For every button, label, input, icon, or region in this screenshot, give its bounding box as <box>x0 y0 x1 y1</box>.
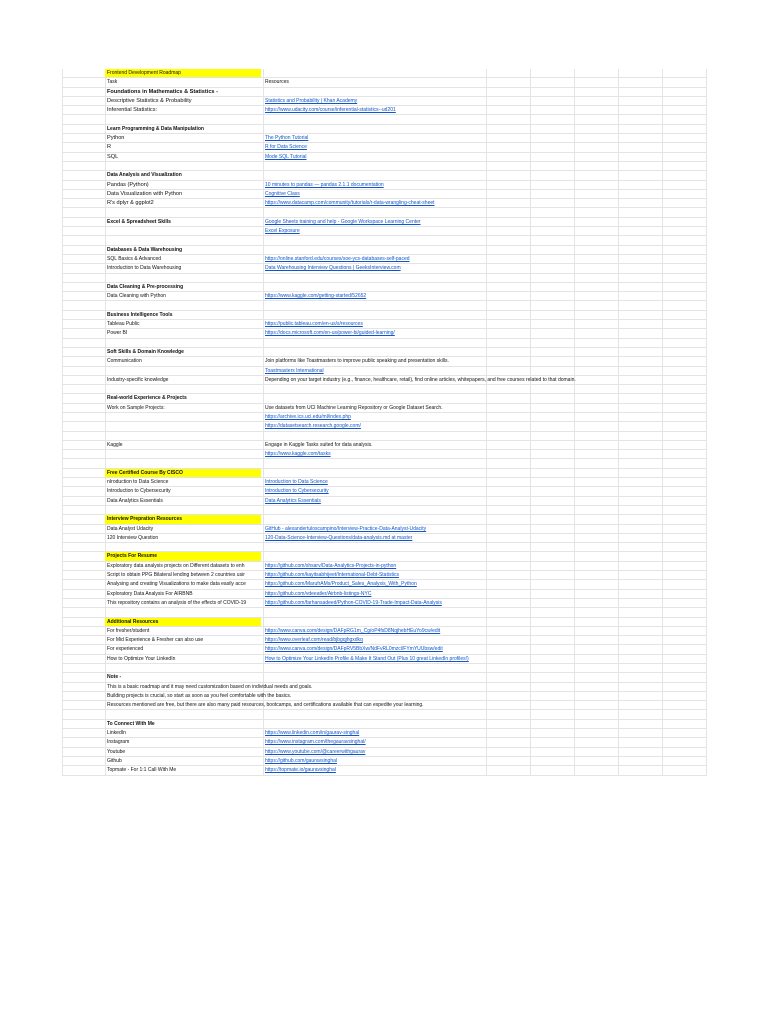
sheet-row <box>62 655 706 664</box>
task-cell <box>105 162 265 170</box>
spreadsheet-grid <box>62 69 706 776</box>
resource-link[interactable]: https://datasetsearch.research.google.com/ <box>265 423 361 430</box>
sheet-row <box>62 590 706 599</box>
resource-text: Join platforms like Toastmasters to improve public speaking and presentation skills. <box>265 358 449 365</box>
resource-link[interactable]: https://github.com/gauravsinghal <box>265 757 337 764</box>
resource-link[interactable]: Google Sheets training and help - Google Workspace Learning Center <box>265 218 421 225</box>
resource-link[interactable]: https://topmate.io/gauravsinghal <box>265 767 336 774</box>
resource-link[interactable]: https://github.com/MarufrAMs/Product_Sales_Analysis_With_Python <box>265 581 417 588</box>
task-cell: Soft Skills & Domain Knowledge <box>107 348 184 355</box>
resource-cell <box>263 655 469 663</box>
sheet-row <box>62 190 706 199</box>
sheet-row <box>62 478 706 487</box>
task-cell: Exploratory data analysis projects on Different datasets to enh <box>107 562 245 569</box>
resource-link[interactable]: Introduction to Cybersecurity <box>265 488 329 495</box>
task-cell: Real-world Experience & Projects <box>107 395 187 402</box>
task-cell: Power BI <box>107 330 128 337</box>
sheet-row <box>62 246 706 255</box>
sheet-row <box>62 78 706 87</box>
task-cell <box>105 506 265 514</box>
sheet-row <box>62 664 706 673</box>
resource-cell <box>263 627 440 635</box>
task-cell: Business Intelligence Tools <box>107 311 173 318</box>
sheet-row <box>62 506 706 515</box>
resource-text: Use datasets from UCI Machine Learning Repository or Google Dataset Search. <box>265 404 443 411</box>
sheet-row <box>62 376 706 385</box>
task-cell: Resources mentioned are free, but there are also many paid resources, bootcamps, and certifications available that can expedite your learning. <box>107 702 424 709</box>
sheet-row <box>62 720 706 729</box>
task-cell: Data Analytics Essentials <box>107 497 163 504</box>
resource-text: Resources <box>265 79 289 86</box>
task-cell: How to Optimize Your LinkedIn <box>107 655 176 662</box>
resource-cell <box>263 78 289 86</box>
task-cell: Data Analysis and Visualization <box>107 172 182 179</box>
task-cell <box>105 422 265 430</box>
sheet-row <box>62 618 706 627</box>
sheet-row <box>62 636 706 645</box>
resource-cell <box>263 441 372 449</box>
task-cell: Youtube <box>107 748 126 755</box>
resource-cell <box>263 199 435 207</box>
task-cell: Task <box>107 79 118 86</box>
task-cell: Github <box>107 757 122 764</box>
resource-link[interactable]: Statistics and Probability | Khan Academy <box>265 97 358 104</box>
task-cell: Additional Resources <box>105 618 261 626</box>
task-cell <box>105 432 265 440</box>
sheet-row <box>62 515 706 524</box>
column-divider <box>706 69 707 776</box>
task-cell: SQL Basics & Advanced <box>107 255 162 262</box>
resource-cell <box>263 562 396 570</box>
task-cell: Building projects is crucial, so start as soon as you feel comfortable with the basics. <box>107 692 292 699</box>
resource-text: Engage in Kaggle Tasks suited for data analysis. <box>265 441 373 448</box>
resource-link[interactable]: R for Data Science <box>265 144 307 151</box>
resource-cell <box>263 292 366 300</box>
task-cell: Interview Prepration Resources <box>105 515 261 523</box>
resource-link[interactable]: Mode SQL Tutorial <box>265 153 307 160</box>
sheet-row <box>62 320 706 329</box>
sheet-row <box>62 339 706 348</box>
sheet-row <box>62 301 706 310</box>
resource-link[interactable]: https://github.com/vdeeatler/Airbnb-listings-NYC <box>265 590 372 597</box>
sheet-row <box>62 367 706 376</box>
task-cell: Communication <box>107 358 142 365</box>
resource-link[interactable]: https://www.overleaf.com/read/bjbgqjhgxdkq <box>265 637 363 644</box>
resource-cell <box>263 255 410 263</box>
resource-link[interactable]: https://public.tableau.com/en-us/s/resources <box>265 321 363 328</box>
sheet-row <box>62 218 706 227</box>
task-cell <box>105 413 265 421</box>
sheet-row <box>62 738 706 747</box>
resource-cell <box>263 329 395 337</box>
sheet-row <box>62 97 706 106</box>
resource-link[interactable]: https://www.kaggle.com/getting-started/52652 <box>265 293 367 300</box>
sheet-row <box>62 292 706 301</box>
sheet-row <box>62 153 706 162</box>
sheet-row <box>62 748 706 757</box>
sheet-row <box>62 422 706 431</box>
task-cell: Exploratory Data Analysis For AIRBNB <box>107 590 193 597</box>
task-cell: Topmate - For 1:1 Call With Me <box>107 767 177 774</box>
resource-cell <box>263 264 401 272</box>
sheet-row <box>62 701 706 710</box>
task-cell <box>105 227 265 235</box>
resource-cell <box>263 738 366 746</box>
resource-cell <box>263 571 399 579</box>
task-cell: Data Visualization with Python <box>107 190 183 197</box>
resource-link[interactable]: Toastmasters International <box>265 367 324 374</box>
task-cell: This is a basic roadmap and it may need customization based on individual needs and goals. <box>107 683 313 690</box>
task-cell: Script to obtain PPG Bilateral lending between 2 countries usir <box>107 572 245 579</box>
resource-link[interactable]: https://www.linkedin.com/in/gaurav-singhal <box>265 730 360 737</box>
sheet-row <box>62 115 706 124</box>
resource-cell <box>263 645 443 653</box>
resource-cell <box>263 367 324 375</box>
task-cell: Free Certified Course By CISCO <box>105 469 261 477</box>
task-cell <box>105 710 265 718</box>
sheet-row <box>62 645 706 654</box>
task-cell <box>105 450 265 458</box>
resource-cell <box>263 422 361 430</box>
sheet-row <box>62 88 706 97</box>
resource-cell <box>263 227 300 235</box>
resource-cell <box>263 487 329 495</box>
resource-cell <box>263 134 308 142</box>
task-cell: Learn Programming & Data Manipulation <box>107 125 204 132</box>
resource-link[interactable]: 120-Data-Science-Interview-Questions/data-analysis.md at master <box>265 534 413 541</box>
sheet-row <box>62 608 706 617</box>
resource-link[interactable]: How to Optimize Your LinkedIn Profile & Make It Stand Out (Plus 10 great LinkedIn profiles!) <box>265 655 469 662</box>
sheet-row <box>62 181 706 190</box>
resource-link[interactable]: https://www.canva.com/design/DAFpRG1m_Cg/oP4fsD8NqjhebHEuYo9cw/edit <box>265 627 441 634</box>
sheet-row <box>62 255 706 264</box>
sheet-row <box>62 469 706 478</box>
resource-cell <box>263 320 363 328</box>
sheet-row <box>62 757 706 766</box>
task-cell: Frontend Development Roadmap <box>105 69 261 77</box>
task-cell: Tableau Public <box>107 321 140 328</box>
sheet-row <box>62 227 706 236</box>
task-cell: Databases & Data Warehousing <box>107 246 183 253</box>
sheet-row <box>62 125 706 134</box>
task-cell: nIroduction to Data Science <box>107 479 169 486</box>
sheet-row <box>62 199 706 208</box>
resource-cell <box>263 97 357 105</box>
task-cell: Analysing and creating Visualizations to make data easily acce <box>107 581 246 588</box>
resource-cell <box>263 190 300 198</box>
task-cell: LinkedIn <box>107 730 126 737</box>
sheet-row <box>62 710 706 719</box>
resource-cell <box>263 376 576 384</box>
sheet-row <box>62 357 706 366</box>
sheet-row <box>62 534 706 543</box>
resource-link[interactable]: 10 minutes to pandas — pandas 2.1.1 documentation <box>265 181 384 188</box>
sheet-row <box>62 329 706 338</box>
task-cell <box>105 385 265 393</box>
sheet-row <box>62 162 706 171</box>
sheet-row <box>62 683 706 692</box>
task-cell <box>105 301 265 309</box>
task-cell: Note - <box>107 674 122 681</box>
sheet-row <box>62 673 706 682</box>
resource-link[interactable]: The Python Tutorial <box>265 135 309 142</box>
task-cell: Data Analyst Udacity <box>107 525 154 532</box>
sheet-row <box>62 208 706 217</box>
task-cell: Industry-specific knowledge <box>107 376 169 383</box>
resource-link[interactable]: https://github.com/farhansadeed/Python-COVID-19-Trade-Impact-Data-Analysis <box>265 599 442 606</box>
resource-cell <box>263 580 417 588</box>
resource-link[interactable]: https://archive.ics.uci.edu/ml/index.php <box>265 413 351 420</box>
sheet-row <box>62 441 706 450</box>
task-cell <box>105 543 265 551</box>
sheet-row <box>62 134 706 143</box>
resource-link[interactable]: https://www.youtube.com/@careerwithgaurav <box>265 748 366 755</box>
sheet-row <box>62 552 706 561</box>
sheet-row <box>62 264 706 273</box>
sheet-row <box>62 432 706 441</box>
task-cell: Introduction to Data Warehousing <box>107 265 182 272</box>
resource-cell <box>263 218 421 226</box>
resource-link[interactable]: Introduction to Data Science <box>265 479 328 486</box>
sheet-row <box>62 404 706 413</box>
resource-cell <box>263 766 336 774</box>
resource-text: Depending on your target industry (e.g., finance, healthcare, retail), find online articles, whitepapers, and free courses related to that domain. <box>265 376 576 383</box>
task-cell <box>105 208 265 216</box>
resource-cell <box>263 590 371 598</box>
task-cell: Data Cleaning with Python <box>107 293 166 300</box>
resource-cell <box>263 181 384 189</box>
task-cell <box>105 459 265 467</box>
task-cell: Introduction to Cybersecurity <box>107 488 171 495</box>
sheet-row <box>62 729 706 738</box>
resource-link[interactable]: https://www.datacamp.com/community/tutorials/r-data-wrangling-cheat-sheet <box>265 200 435 207</box>
resource-link[interactable]: https://github.com/shsarv/Data-Analytics-Projects-in-python <box>265 562 397 569</box>
resource-cell <box>263 599 442 607</box>
task-cell: SQL <box>107 153 119 160</box>
resource-link[interactable]: Data Analytics Essentials <box>265 497 321 504</box>
sheet-row <box>62 580 706 589</box>
resource-link[interactable]: Cognitive Class <box>265 190 300 197</box>
resource-link[interactable]: https://www.instagram.com/thegauravsinghal/ <box>265 739 366 746</box>
task-cell: For fresher/student <box>107 627 150 634</box>
task-cell: Projects For Resume <box>105 552 261 560</box>
resource-cell <box>263 357 449 365</box>
task-cell: Data Cleaning & Pre-processing <box>107 283 184 290</box>
task-cell: Descriptive Statistics & Probability <box>107 97 192 104</box>
task-cell: Pandas (Python) <box>107 181 149 188</box>
sheet-row <box>62 394 706 403</box>
task-cell: Instagram <box>107 739 130 746</box>
sheet-row <box>62 171 706 180</box>
sheet-row <box>62 599 706 608</box>
resource-link[interactable]: https://docs.microsoft.com/en-us/power-bi/guided-learning/ <box>265 330 395 337</box>
resource-link[interactable]: https://online.stanford.edu/courses/soe-ycs-databases-self-paced <box>265 255 410 262</box>
task-cell: Work on Sample Projects: <box>107 404 165 411</box>
resource-cell <box>263 729 359 737</box>
sheet-row <box>62 450 706 459</box>
resource-link[interactable]: https://www.udacity.com/course/inferential-statistics--ud201 <box>265 107 396 114</box>
sheet-row <box>62 311 706 320</box>
task-cell: This repository contains an analysis of the effects of COVID-19 <box>107 599 247 606</box>
task-cell <box>105 274 265 282</box>
task-cell: R <box>107 144 112 151</box>
sheet-row <box>62 69 706 78</box>
sheet-row <box>62 348 706 357</box>
sheet-row <box>62 562 706 571</box>
task-cell <box>105 664 265 672</box>
sheet-row <box>62 497 706 506</box>
sheet-row <box>62 106 706 115</box>
resource-cell <box>263 748 365 756</box>
sheet-row <box>62 525 706 534</box>
sheet-row <box>62 413 706 422</box>
resource-cell <box>263 525 426 533</box>
task-cell <box>105 236 265 244</box>
task-cell: Excel & Spreadsheet Skills <box>107 218 171 225</box>
sheet-row <box>62 627 706 636</box>
task-cell: Kaggle <box>107 441 123 448</box>
sheet-row <box>62 459 706 468</box>
resource-cell <box>263 757 337 765</box>
task-cell: For experienced <box>107 646 144 653</box>
sheet-row <box>62 385 706 394</box>
resource-link[interactable]: Excel Exposure <box>265 228 300 235</box>
resource-cell <box>263 478 328 486</box>
sheet-row <box>62 487 706 496</box>
sheet-row <box>62 692 706 701</box>
resource-cell <box>263 143 307 151</box>
resource-cell <box>263 450 331 458</box>
resource-cell <box>263 106 396 114</box>
task-cell: R's dplyr & ggplot2 <box>107 200 154 207</box>
resource-link[interactable]: Data Warehousing Interview Questions | GeeksInterview.com <box>265 265 401 272</box>
task-cell: Foundations in Mathematics & Statistics - <box>107 88 218 95</box>
sheet-row <box>62 274 706 283</box>
resource-cell <box>263 413 351 421</box>
task-cell <box>105 608 265 616</box>
task-cell: 120 Interview Question <box>107 534 159 541</box>
sheet-row <box>62 143 706 152</box>
sheet-row <box>62 283 706 292</box>
resource-link[interactable]: https://www.kaggle.com/tasks <box>265 451 331 458</box>
sheet-row <box>62 236 706 245</box>
resource-cell <box>263 534 412 542</box>
resource-cell <box>263 404 443 412</box>
sheet-row <box>62 766 706 775</box>
sheet-row <box>62 543 706 552</box>
resource-cell <box>263 497 321 505</box>
task-cell <box>105 367 265 375</box>
task-cell: Python <box>107 135 125 142</box>
task-cell: To Connect With Me <box>107 720 155 727</box>
task-cell: For Mid Experience & Fresher can also use <box>107 637 204 644</box>
resource-cell <box>263 636 363 644</box>
task-cell: Inferential Statistics: <box>107 107 158 114</box>
task-cell <box>105 339 265 347</box>
resource-link[interactable]: GitHub - alexandertuloscampino/Interview-Practice-Data-Analyst-Udacity <box>265 525 427 532</box>
resource-cell <box>263 153 307 161</box>
task-cell <box>105 115 265 123</box>
resource-link[interactable]: https://www.canva.com/design/DAFpRV5BbXw/NdFvRL0mzcl/FYmYUUbsw/edit <box>265 646 443 653</box>
resource-link[interactable]: https://github.com/kayitsabhijeet/International-Debt-Statistics <box>265 572 399 579</box>
sheet-row <box>62 571 706 580</box>
